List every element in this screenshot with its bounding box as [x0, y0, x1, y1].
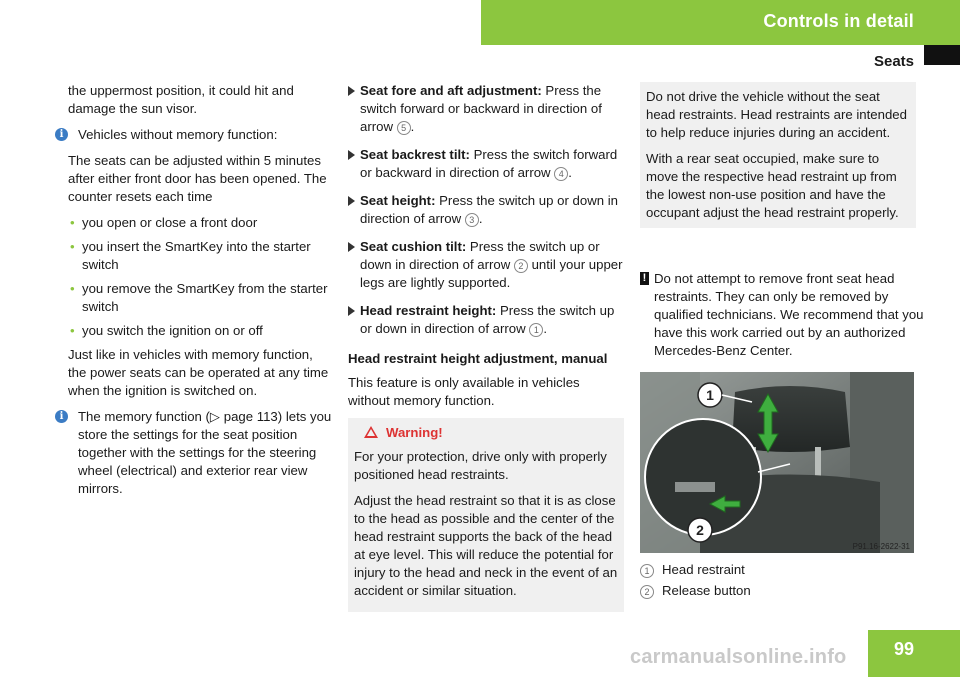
step-item — [348, 146, 624, 182]
step-end: . — [410, 119, 415, 134]
step-end: . — [478, 211, 483, 226]
info-note-2 — [59, 408, 332, 498]
circled-number: 3 — [465, 213, 479, 227]
circled-number: 2 — [514, 259, 528, 273]
circled-number: 5 — [397, 121, 411, 135]
page-ref-arrow-icon: ▷ — [209, 409, 221, 424]
step-arrow-icon — [348, 196, 355, 206]
warning-title — [354, 424, 618, 442]
caption-item — [640, 582, 751, 600]
step-arrow-icon — [348, 150, 355, 160]
step-text: Press the switch forward or backward in direction of arrow — [360, 83, 602, 134]
caution-text: Do not attempt to remove front seat head restraints. They can only be removed by qualified technicians. We recommend that you have this work carried out by an authorized Mercedes-Benz Center. — [654, 271, 924, 358]
step-label: Head restraint height: — [360, 303, 497, 318]
bullet-list — [68, 214, 332, 340]
section-header-bar — [481, 0, 960, 45]
figure-label-1: 1 — [706, 387, 714, 403]
paragraph: This feature is only available in vehicles without memory function. — [348, 375, 580, 408]
step-label: Seat cushion tilt: — [360, 239, 467, 254]
notice-box — [640, 82, 916, 228]
caption-item — [640, 561, 745, 579]
figure-code: P91.16-2622-31 — [852, 542, 910, 551]
step-label: Seat fore and aft adjustment: — [360, 83, 542, 98]
page-ref-link[interactable]: page 113) lets you store the settings for the seat position together with the settings for the steering wheel (electrical) and exterior rear view mirrors. — [78, 409, 332, 496]
step-arrow-icon — [348, 242, 355, 252]
paragraph: Do not drive the vehicle without the seat head restraints. Head restraints are intended to help reduce injuries during an accident. — [646, 89, 907, 140]
step-label: Seat backrest tilt: — [360, 147, 470, 162]
step-label: Seat height: — [360, 193, 436, 208]
caution-note — [640, 270, 928, 360]
warning-triangle-icon — [364, 426, 378, 438]
step-end: until your upper legs are lightly supported. — [360, 257, 623, 290]
step-end: . — [543, 321, 547, 336]
subsection-tab — [924, 45, 960, 65]
circled-number: 1 — [640, 564, 654, 578]
page-number: 99 — [893, 639, 914, 659]
step-text: Press the switch forward or backward in direction of arrow — [360, 147, 618, 180]
section-heading: Head restraint height adjustment, manual — [348, 351, 608, 366]
section-title: Controls in detail — [763, 11, 914, 31]
step-text: Press the switch up or down in direction of arrow — [360, 239, 600, 272]
step-item — [348, 238, 624, 292]
list-item: • you switch the ignition on or off — [68, 322, 332, 340]
warning-box — [348, 418, 624, 612]
step-item — [348, 192, 624, 228]
subsection-title: Seats — [873, 53, 914, 70]
exclamation-icon: ! — [640, 272, 649, 285]
caption-text: Release button — [662, 583, 751, 598]
list-item: • you remove the SmartKey from the starter switch — [68, 280, 332, 316]
head-restraint-figure — [640, 372, 914, 553]
info-icon: i — [55, 410, 68, 423]
list-item: • you open or close a front door — [68, 214, 332, 232]
seat-illustration — [640, 372, 914, 553]
watermark: carmanualsonline.info — [630, 646, 847, 668]
step-arrow-icon — [348, 306, 355, 316]
detail-inset — [645, 419, 761, 535]
info-note-1 — [59, 126, 332, 400]
paragraph: The seats can be adjusted within 5 minutes after either front door has been opened. The counter resets each time — [68, 153, 327, 204]
paragraph: For your protection, drive only with properly positioned head restraints. — [354, 449, 607, 482]
circled-number: 4 — [554, 167, 568, 181]
step-item — [348, 302, 624, 338]
step-text: Press the switch up or down in direction of arrow — [360, 303, 615, 336]
paragraph: the uppermost position, it could hit and damage the sun visor. — [68, 83, 294, 116]
column-1 — [59, 82, 332, 506]
warning-title-text: Warning! — [386, 425, 443, 440]
paragraph: Just like in vehicles with memory function, the power seats can be operated at any time when the ignition is switched on. — [68, 347, 329, 398]
list-item: • you insert the SmartKey into the starter switch — [68, 238, 332, 274]
step-end: . — [568, 165, 572, 180]
caption-text: Head restraint — [662, 562, 745, 577]
paragraph — [68, 408, 332, 498]
info-icon: i — [55, 128, 68, 141]
page-number-box — [868, 630, 960, 677]
text: The memory function ( — [78, 409, 210, 424]
info-title: Vehicles without memory function: — [78, 127, 278, 142]
circled-number: 1 — [529, 323, 543, 337]
step-arrow-icon — [348, 86, 355, 96]
paragraph: With a rear seat occupied, make sure to move the respective head restraint up from the lowest non-use position and have the occupant adjust the head restraint properly. — [646, 151, 899, 220]
step-text: Press the switch up or down in direction of arrow — [360, 193, 618, 226]
paragraph: Adjust the head restraint so that it is as close to the head as possible and the center of the head restraint supports the back of the head at eye level. This will reduce the potential for injury to the head and neck in the event of an accident or similar situation. — [354, 493, 618, 598]
figure-label-2: 2 — [696, 522, 704, 538]
step-item — [348, 82, 624, 136]
circled-number: 2 — [640, 585, 654, 599]
column-2 — [348, 82, 624, 612]
